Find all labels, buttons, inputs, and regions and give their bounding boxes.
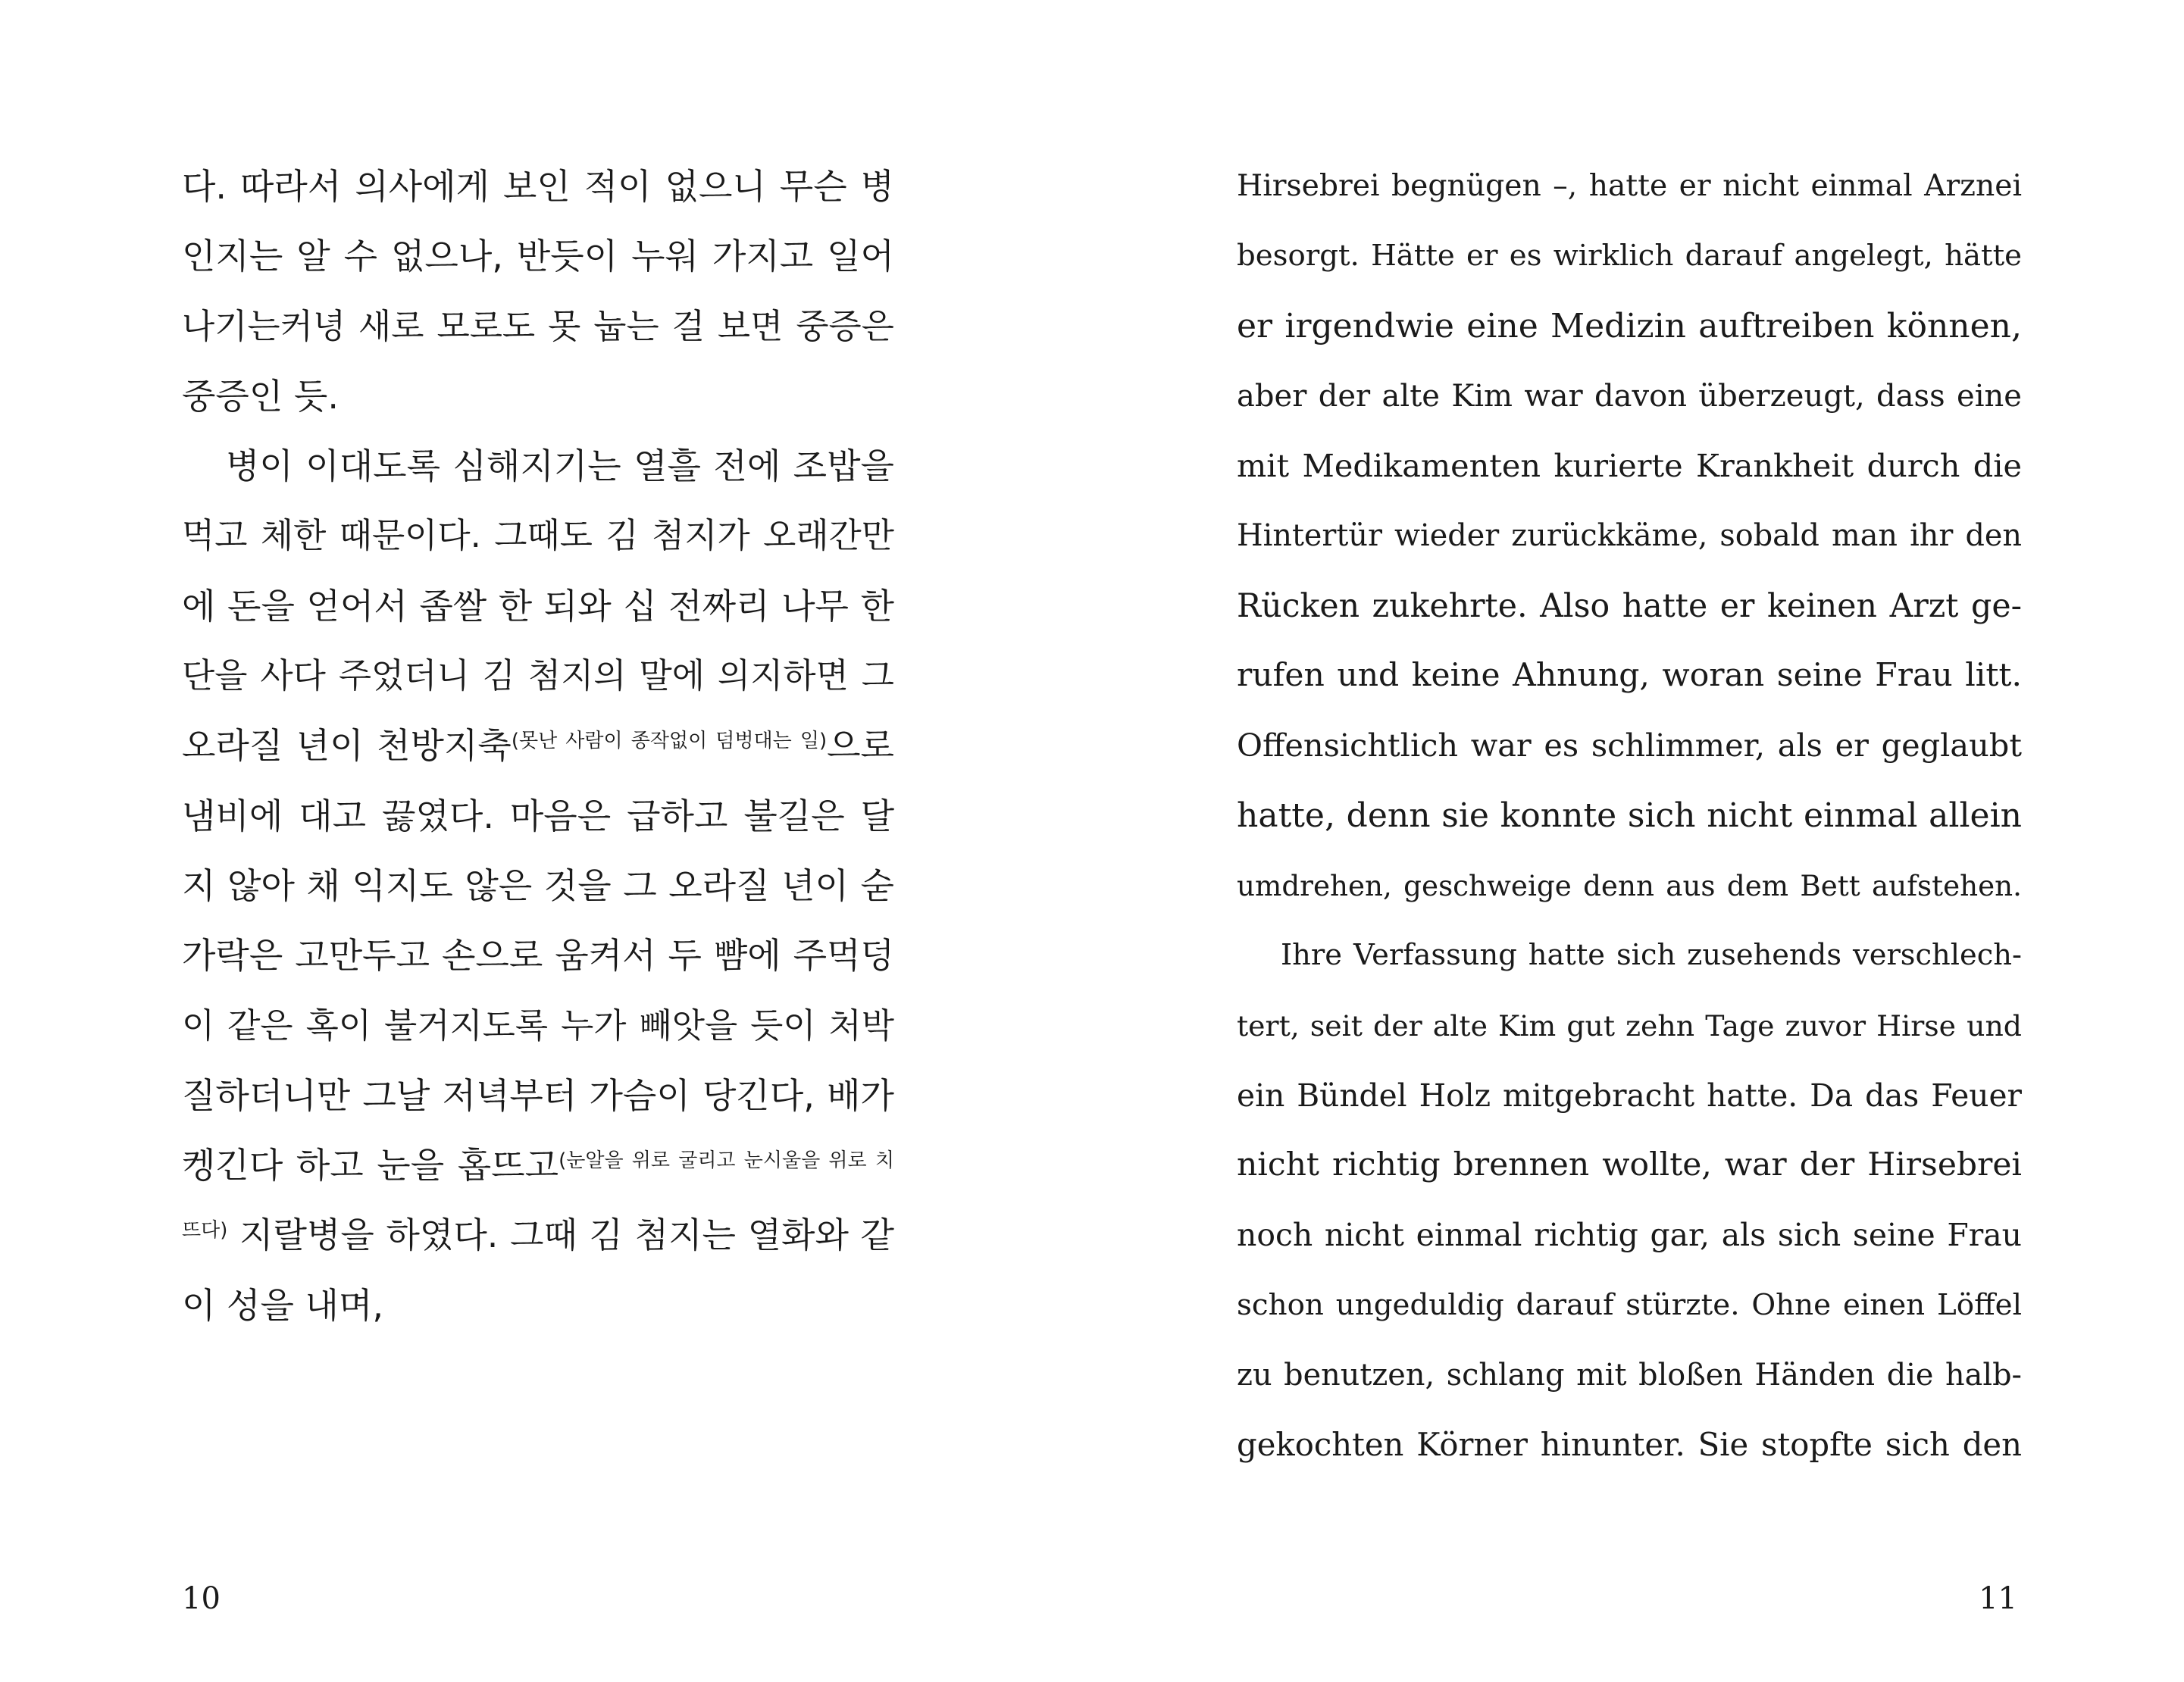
german-line: hatte, denn sie konnte sich nicht einmal allein <box>1237 796 2022 835</box>
korean-line: 가락은 고만두고 손으로 움켜서 두 뺨에 주먹덩 <box>182 935 894 977</box>
german-line: Hintertür wieder zurückkäme, sobald man ihr den <box>1237 518 2022 554</box>
korean-line: 지 않아 채 익지도 않은 것을 그 오라질 년이 숟 <box>182 864 894 906</box>
annotation-note: 뜨다) <box>182 1219 228 1243</box>
annotation-note: (못난 사람이 종작없이 덤벙대는 일) <box>511 730 828 753</box>
german-line: er irgendwie eine Medizin auftreiben können, <box>1237 306 2022 345</box>
korean-line: 다. 따라서 의사에게 보인 적이 없으니 무슨 병 <box>182 166 894 207</box>
korean-line: 에 돈을 얻어서 좁쌀 한 되와 십 전짜리 나무 한 <box>182 585 894 627</box>
german-line: besorgt. Hätte er es wirklich darauf angelegt, hätte <box>1237 239 2022 274</box>
german-line: gekochten Körner hinunter. Sie stopfte sich den <box>1237 1426 2022 1464</box>
german-text-block <box>1237 152 2022 1480</box>
korean-line: 질하더니만 그날 저녁부터 가슴이 당긴다, 배가 <box>182 1074 894 1116</box>
page-number-left: 10 <box>182 1581 221 1616</box>
german-line: umdrehen, geschweige denn aus dem Bett aufstehen. <box>1237 868 2022 902</box>
korean-line: 먹고 체한 때문이다. 그때도 김 첨지가 오래간만 <box>182 515 894 556</box>
korean-line-with-annotation: 오라질 년이 천방지축$^{(못난 사람이 종작없이 덤벙대는 일)}$으로 <box>182 725 894 767</box>
german-line: aber der alte Kim war davon überzeugt, dass eine <box>1237 378 2022 414</box>
german-line: nicht richtig brennen wollte, war der Hirsebrei <box>1237 1146 2022 1184</box>
korean-line: 중증인 듯. <box>182 375 339 417</box>
korean-line: 단을 사다 주었더니 김 첨지의 말에 의지하면 그 <box>182 655 894 696</box>
german-line: ein Bündel Holz mitgebracht hatte. Da das Feuer <box>1237 1077 2022 1114</box>
korean-line: 나기는커녕 새로 모로도 못 눕는 걸 보면 중증은 <box>182 305 894 346</box>
german-line: schon ungeduldig darauf stürzte. Ohne einen Löffel <box>1237 1287 2022 1322</box>
german-line: zu benutzen, schlang mit bloßen Händen die halb- <box>1237 1358 2022 1393</box>
german-line: mit Medikamenten kurierte Krankheit durch die <box>1237 448 2022 485</box>
right-page <box>1092 0 2184 1682</box>
korean-line-with-annotation: $^{뜨다)}$ 지랄병을 하였다. 그때 김 첨지는 열화와 같 <box>182 1215 894 1256</box>
korean-line: 인지는 알 수 없으나, 반듯이 누워 가지고 일어 <box>182 236 894 277</box>
korean-line: 이 같은 혹이 불거지도록 누가 빼앗을 듯이 처박 <box>182 1005 894 1046</box>
korean-line-with-annotation: 켕긴다 하고 눈을 홉뜨고$^{(눈알을 위로 굴리고 눈시울을 위로 치}$ <box>182 1145 894 1186</box>
korean-line: 냄비에 대고 끓였다. 마음은 급하고 불길은 달 <box>182 795 894 836</box>
korean-line: 이 성을 내며, <box>182 1284 384 1326</box>
german-line: Rücken zukehrte. Also hatte er keinen Arzt ge- <box>1237 586 2022 625</box>
german-line: Hirsebrei begnügen –, hatte er nicht einmal Arznei <box>1237 169 2022 203</box>
korean-text-block <box>182 152 894 1340</box>
german-line-paragraph-start: Ihre Verfassung hatte sich zusehends verschlech- <box>1281 938 2022 973</box>
annotation-note: (눈알을 위로 굴리고 눈시울을 위로 치 <box>559 1149 894 1173</box>
german-line: rufen und keine Ahnung, woran seine Frau litt. <box>1237 657 2022 695</box>
german-line: tert, seit der alte Kim gut zehn Tage zuvor Hirse und <box>1237 1008 2022 1043</box>
german-line: noch nicht einmal richtig gar, als sich seine Frau <box>1237 1217 2022 1254</box>
german-line: Offensichtlich war es schlimmer, als er geglaubt <box>1237 727 2022 764</box>
page-number-right: 11 <box>1979 1581 2017 1616</box>
korean-line-paragraph-start: 병이 이대도록 심해지기는 열흘 전에 조밥을 <box>226 446 894 487</box>
